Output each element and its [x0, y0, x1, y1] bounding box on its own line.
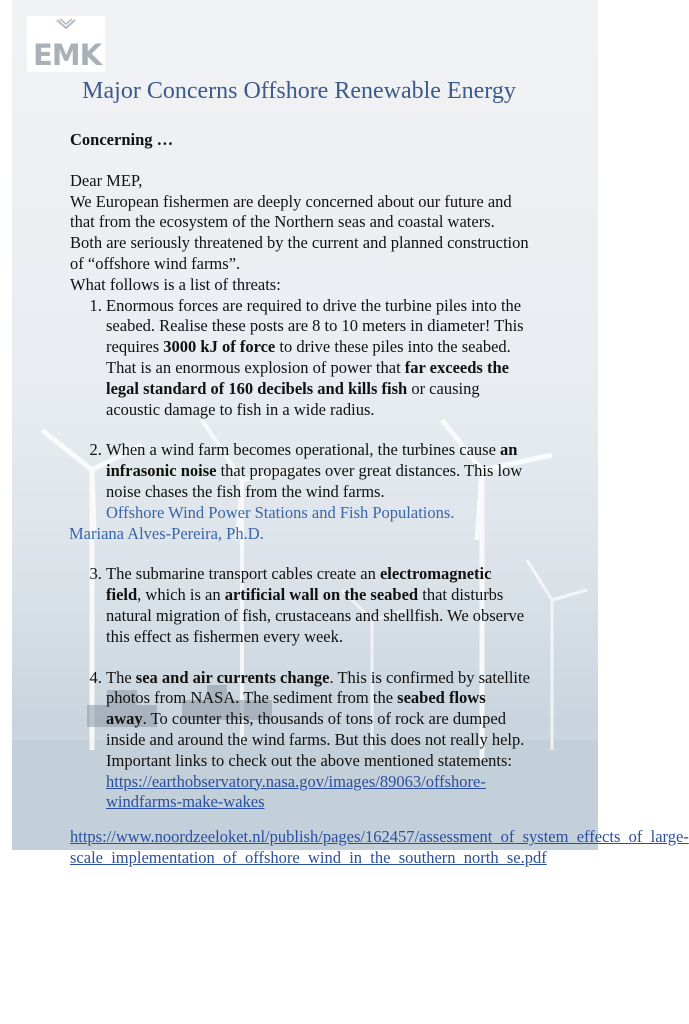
list-item: 4. The sea and air currents change. This is confirmed by satellite photos from NASA. The sediment from the seabed flows away. To counter this, thousands of tons of rock are dumped inside and around the wind farms. But this does not really help. Important links to check out the above mentioned statements: [106, 668, 530, 772]
threat-list-4 [70, 668, 530, 772]
threat-list-1 [70, 296, 530, 421]
reference-title: Offshore Wind Power Stations and Fish Populations. [106, 502, 455, 522]
noordzeeloket-link[interactable]: https://www.noordzeeloket.nl/publish/pages/162457/assessment_of_system_effects_of_large-scale_implementation_of_offshore_wind_in_the_southern_north_se.pdf [70, 827, 689, 867]
intro-paragraph: We European fishermen are deeply concerned about our future and that from the ecosystem of the Northern seas and coastal waters. Both are seriously threatened by the current and planned construction of “offshore wind farms”. [70, 191, 529, 273]
emk-logo [27, 16, 105, 72]
nasa-link[interactable]: https://earthobservatory.nasa.gov/images/89063/offshore-windfarms-make-wakes [106, 771, 486, 812]
page-title: Major Concerns Offshore Renewable Energy [82, 78, 516, 104]
list-item: 1. Enormous forces are required to drive the turbine piles into the seabed. Realise these posts are 8 to 10 meters in diameter! This requires 3000 kJ of force to drive these piles into the seabed. That is an enormous explosion of power that far exceeds the legal standard of 160 decibels and kills fish or causing acoustic damage to fish in a wide radius. [106, 296, 530, 421]
letter-body [69, 130, 689, 869]
greeting: Dear MEP, [70, 170, 143, 190]
threat-list-3 [70, 564, 530, 647]
list-item: 2. When a wind farm becomes operational, the turbines cause an infrasonic noise that propagates over great distances. This low noise chases the fish from the wind farms. [106, 440, 530, 502]
logo-text: EMK [33, 38, 102, 72]
reference-author: Mariana Alves-Pereira, Ph.D. [69, 523, 264, 543]
list-item: 3. The submarine transport cables create an electromagnetic field, which is an artificial wall on the seabed that disturbs natural migration of fish, crustaceans and shellfish. We observe this effect as fishermen every week. [106, 564, 530, 647]
list-intro: What follows is a list of threats: [70, 274, 281, 294]
concerning-line: Concerning … [70, 130, 174, 149]
threat-list-2 [70, 440, 530, 502]
